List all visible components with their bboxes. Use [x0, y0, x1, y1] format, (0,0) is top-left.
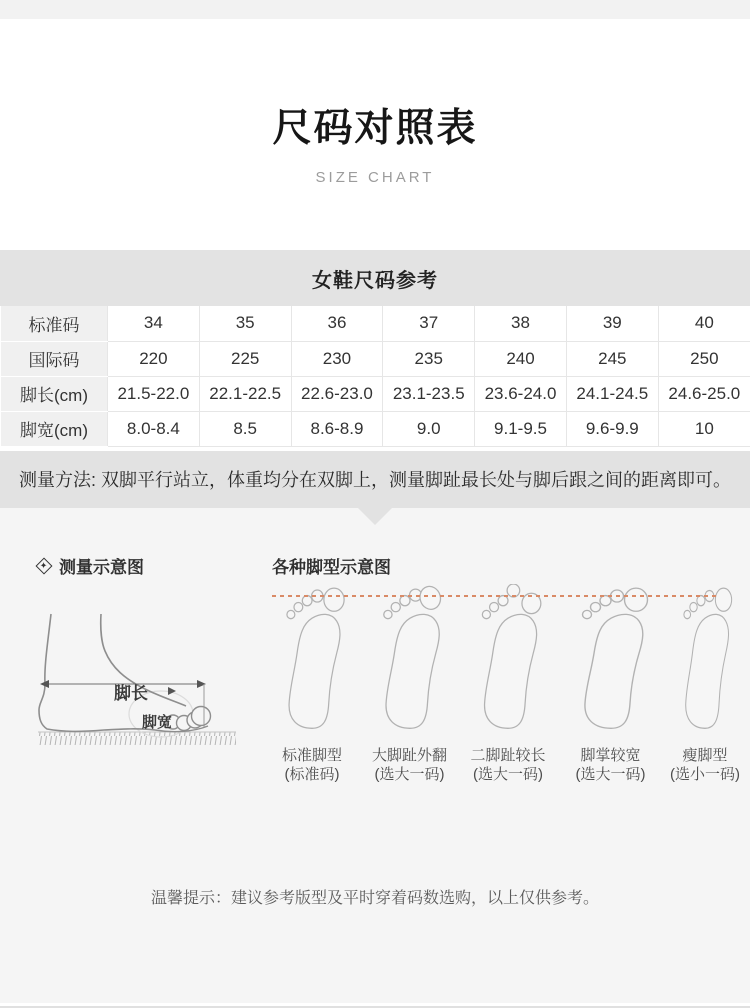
- size-value-cell: 37: [383, 306, 475, 341]
- foot-type-item: [561, 584, 661, 784]
- diamond-star-icon: ✦: [36, 557, 53, 574]
- size-value-cell: 35: [199, 306, 291, 341]
- size-table: [0, 306, 750, 447]
- foot-type-item: [364, 584, 456, 784]
- foot-back-outline: [39, 614, 155, 731]
- measure-diagram-heading-text: 测量示意图: [59, 558, 144, 577]
- toe-guide-dotted-line: [272, 595, 718, 597]
- size-value-cell: 8.6-8.9: [291, 411, 383, 446]
- foot-type-item: [463, 584, 553, 784]
- page-title: 尺码对照表: [272, 107, 478, 150]
- top-strip: [0, 0, 750, 19]
- size-value-cell: 23.1-23.5: [383, 376, 475, 411]
- diagram-section: [0, 508, 750, 1003]
- size-value-cell: 230: [291, 341, 383, 376]
- size-value-cell: 40: [658, 306, 750, 341]
- feet-row: [268, 584, 742, 784]
- table-band: [0, 250, 750, 306]
- size-value-cell: 9.6-9.9: [566, 411, 658, 446]
- size-value-cell: 39: [566, 306, 658, 341]
- foot-type-note: (选大一码): [374, 765, 445, 783]
- measure-diagram-heading: [38, 555, 255, 577]
- foot-types-heading-text: 各种脚型示意图: [272, 558, 391, 577]
- foot-type-note: (选大一码): [472, 765, 543, 783]
- header: [0, 19, 750, 250]
- size-value-cell: 250: [658, 341, 750, 376]
- table-band-title: 女鞋尺码参考: [312, 269, 438, 292]
- foot-type-name: 瘦脚型: [682, 746, 728, 764]
- size-value-cell: 245: [566, 341, 658, 376]
- size-value-cell: 225: [199, 341, 291, 376]
- row-label-cell: 脚宽(cm): [1, 411, 108, 446]
- foot-sole-illustration: [561, 584, 661, 732]
- size-value-cell: 240: [475, 341, 567, 376]
- foot-type-note: (标准码): [284, 765, 340, 783]
- foot-sole-illustration: [668, 584, 742, 732]
- foot-sole-illustration: [364, 584, 456, 732]
- foot-type-name: 二脚趾较长: [470, 746, 546, 764]
- foot-type-note: (选小一码): [670, 765, 740, 783]
- foot-type-note: (选大一码): [575, 765, 646, 783]
- foot-sole-illustration: [268, 584, 356, 732]
- size-value-cell: 8.0-8.4: [108, 411, 200, 446]
- size-value-cell: 8.5: [199, 411, 291, 446]
- size-value-cell: 21.5-22.0: [108, 376, 200, 411]
- size-value-cell: 10: [658, 411, 750, 446]
- foot-measure-illustration: [18, 606, 238, 751]
- ground-hatch: [38, 732, 236, 745]
- foot-type-name: 大脚趾外翻: [371, 746, 447, 764]
- size-value-cell: 34: [108, 306, 200, 341]
- size-value-cell: 24.6-25.0: [658, 376, 750, 411]
- foot-type-label: [670, 746, 740, 784]
- row-label-cell: 国际码: [1, 341, 108, 376]
- table-row: [1, 411, 750, 446]
- width-label: 脚宽: [141, 713, 173, 731]
- size-value-cell: 38: [475, 306, 567, 341]
- size-value-cell: 220: [108, 341, 200, 376]
- measure-method-text: 测量方法: 双脚平行站立，体重均分在双脚上，测量脚趾最长处与脚后跟之间的距离即可。: [19, 470, 731, 490]
- page-subtitle: SIZE CHART: [315, 169, 435, 186]
- notch-triangle: [358, 508, 392, 525]
- foot-type-label: [576, 746, 646, 784]
- size-value-cell: 24.1-24.5: [566, 376, 658, 411]
- table-row: [1, 376, 750, 411]
- size-value-cell: 9.1-9.5: [475, 411, 567, 446]
- table-row: [1, 306, 750, 341]
- foot-type-name: 标准脚型: [281, 746, 342, 764]
- table-row: [1, 341, 750, 376]
- row-label-cell: 标准码: [1, 306, 108, 341]
- length-label: 脚长: [114, 683, 148, 703]
- foot-type-item: [268, 584, 356, 784]
- foot-type-label: [372, 746, 447, 784]
- size-value-cell: 9.0: [383, 411, 475, 446]
- foot-sole-illustration: [463, 584, 553, 732]
- size-value-cell: 23.6-24.0: [475, 376, 567, 411]
- foot-type-item: [668, 584, 742, 784]
- size-value-cell: 22.1-22.5: [199, 376, 291, 411]
- foot-types-area: [268, 584, 742, 784]
- size-value-cell: 22.6-23.0: [291, 376, 383, 411]
- size-value-cell: 36: [291, 306, 383, 341]
- foot-type-name: 脚掌较宽: [580, 746, 641, 764]
- foot-type-label: [470, 746, 545, 784]
- footer-note: 温馨提示：建议参考版型及平时穿着码数选购，以上仅供参考。: [150, 889, 599, 907]
- foot-types-heading: [272, 555, 391, 577]
- diagrams-row: [0, 577, 750, 787]
- measure-method-bar: [0, 451, 750, 508]
- size-value-cell: 235: [383, 341, 475, 376]
- foot-type-label: [282, 746, 342, 784]
- row-label-cell: 脚长(cm): [1, 376, 108, 411]
